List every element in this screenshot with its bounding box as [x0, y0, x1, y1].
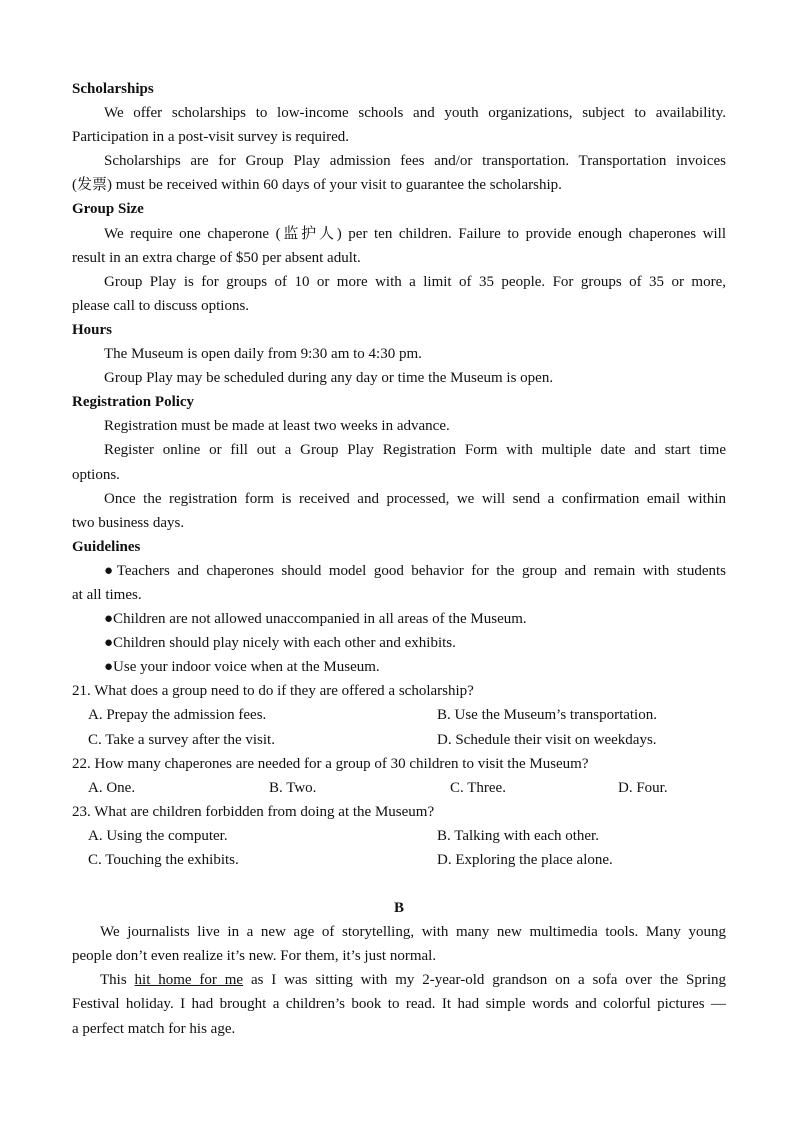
paragraph-line: The Museum is open daily from 9:30 am to 4:30 pm.	[104, 346, 422, 363]
spacer	[72, 872, 726, 896]
paragraph-line: Once the registration form is received and processed, we will send a confirmation email within	[104, 490, 726, 507]
option-a: A. Prepay the admission fees.	[88, 707, 267, 724]
underlined-phrase: hit home for me	[134, 972, 244, 989]
option-c: C. Touching the exhibits.	[88, 852, 239, 868]
section-heading-scholarships: Scholarships	[72, 81, 154, 97]
paragraph-line: two business days.	[72, 514, 185, 531]
paragraph-line: Registration must be made at least two weeks in advance.	[104, 418, 450, 435]
guideline-item-continued: at all times.	[72, 586, 142, 603]
guideline-item: ●Use your indoor voice when at the Museum.	[104, 659, 380, 676]
text-run: This	[100, 972, 127, 989]
paragraph-line: We journalists live in a new age of storytelling, with many new multimedia tools. Many young	[100, 924, 726, 941]
paragraph-line: We offer scholarships to low-income schools and youth organizations, subject to availability.	[104, 105, 726, 122]
paragraph-line: options.	[72, 466, 120, 483]
section-heading-group-size: Group Size	[72, 201, 144, 218]
paragraph-line: We require one chaperone (监护人) per ten children. Failure to provide enough chaperones will	[104, 225, 726, 242]
option-a: A. Using the computer.	[88, 827, 228, 844]
paragraph-line: please call to discuss options.	[72, 297, 250, 314]
option-b: B. Talking with each other.	[437, 827, 599, 844]
option-d: D. Schedule their visit on weekdays.	[437, 731, 657, 748]
paragraph-line: people don’t even realize it’s new. For them, it’s just normal.	[72, 948, 437, 965]
option-c: C. Three.	[450, 779, 506, 796]
option-d: D. Four.	[618, 779, 668, 796]
options-row	[72, 848, 726, 872]
options-row	[72, 824, 726, 848]
option-a: A. One.	[88, 779, 136, 796]
guideline-item: ●Children are not allowed unaccompanied in all areas of the Museum.	[104, 611, 527, 628]
paragraph-line: Scholarships are for Group Play admission fees and/or transportation. Transportation invoices	[104, 153, 726, 170]
guideline-item: ●Children should play nicely with each other and exhibits.	[104, 635, 456, 652]
option-b: B. Use the Museum’s transportation.	[437, 707, 657, 724]
options-row	[72, 776, 726, 800]
paragraph-line: Register online or fill out a Group Play Registration Form with multiple date and start time	[104, 442, 726, 459]
question-stem-23: 23. What are children forbidden from doing at the Museum?	[72, 803, 435, 820]
option-c: C. Take a survey after the visit.	[88, 731, 275, 748]
options-row	[72, 728, 726, 752]
passage-b-label: B	[393, 900, 404, 917]
question-stem-21: 21. What does a group need to do if they are offered a scholarship?	[72, 683, 474, 700]
option-b: B. Two.	[269, 779, 317, 796]
page-content	[72, 77, 726, 1041]
text-run: as I was sitting with my 2-year-old grandson on a sofa over the Spring	[250, 972, 727, 989]
section-heading-hours: Hours	[72, 321, 113, 338]
paragraph-line: Group Play is for groups of 10 or more with a limit of 35 people. For groups of 35 or more,	[104, 273, 726, 290]
section-heading-registration: Registration Policy	[72, 394, 195, 411]
question-stem-22: 22. How many chaperones are needed for a group of 30 children to visit the Museum?	[72, 755, 589, 772]
option-d: D. Exploring the place alone.	[437, 852, 613, 868]
paragraph-line: a perfect match for his age.	[72, 1020, 236, 1037]
paragraph-line: result in an extra charge of $50 per absent adult.	[72, 249, 361, 266]
section-heading-guidelines: Guidelines	[72, 538, 141, 555]
paragraph-line: (发票) must be received within 60 days of your visit to guarantee the scholarship.	[72, 177, 562, 194]
paragraph-line	[72, 968, 726, 992]
paragraph-line: Participation in a post-visit survey is required.	[72, 129, 350, 146]
options-row	[72, 703, 726, 727]
paragraph-line: Festival holiday. I had brought a children’s book to read. It had simple words and colorful pictures —	[72, 996, 726, 1013]
guideline-item: ●Teachers and chaperones should model good behavior for the group and remain with students	[104, 562, 726, 579]
paragraph-line: Group Play may be scheduled during any day or time the Museum is open.	[104, 370, 554, 387]
